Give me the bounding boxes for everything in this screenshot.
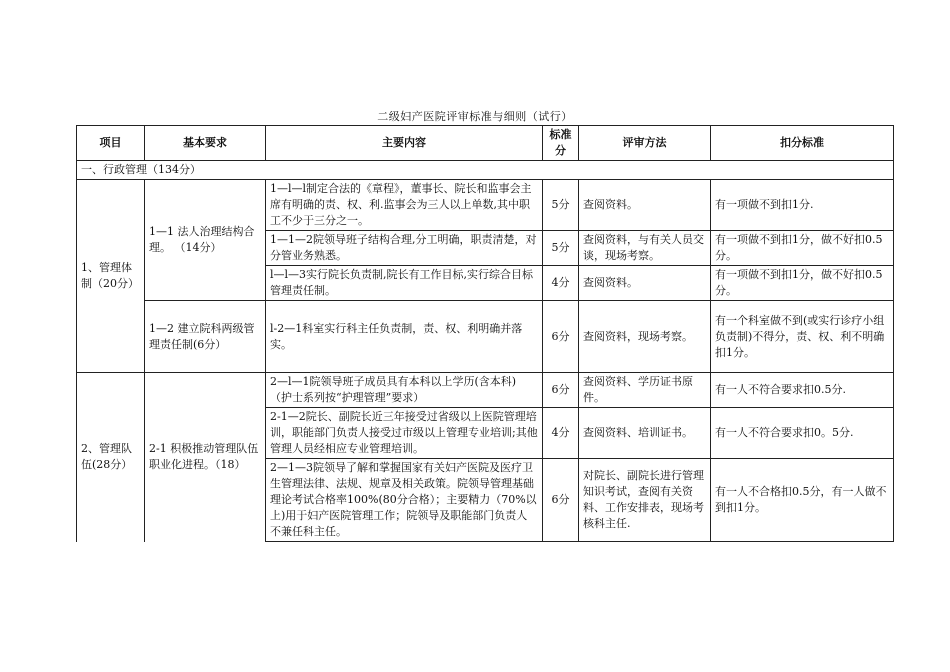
score-cell: 5分 <box>543 180 579 231</box>
evaluation-table <box>76 125 894 542</box>
header-review-method: 评审方法 <box>579 126 711 161</box>
deduction-cell: 有一项做不到扣1分. <box>711 180 894 231</box>
score-cell: 6分 <box>543 301 579 373</box>
deduction-cell: 有一个科室做不到(或实行诊疗小组负责制)不得分，责、权、利不明确扣1分。 <box>711 301 894 373</box>
requirement-cell: 1—2 建立院科两级管理责任制(6分） <box>145 301 266 373</box>
table-row <box>77 301 894 373</box>
content-cell: 1—l—l制定合法的《章程》，董事长、院长和监事会主席有明确的责、权、利.监事会为三人以上单数,其中职工不少于三分之一。 <box>266 180 543 231</box>
section-title: 一、行政管理（134分） <box>77 161 894 180</box>
document-title: 二级妇产医院评审标准与细则（试行） <box>377 110 573 123</box>
project-cell: 1、管理体制（20分） <box>77 180 145 373</box>
table-row <box>77 373 894 408</box>
score-cell: 4分 <box>543 266 579 301</box>
header-standard-score: 标准分 <box>543 126 579 161</box>
deduction-cell: 有一人不符合要求扣0。5分. <box>711 408 894 459</box>
content-cell: 2-1—2院长、副院长近三年接受过省级以上医院管理培训，职能部门负责人接受过市级以上管理专业培训;其他管理人员经相应专业管理培训。 <box>266 408 543 459</box>
method-cell: 查阅资料。 <box>579 266 711 301</box>
header-deduction-standard: 扣分标准 <box>711 126 894 161</box>
deduction-cell: 有一项做不到扣1分，做不好扣0.5分。 <box>711 266 894 301</box>
content-cell: 2—l—1院领导班子成员具有本科以上学历(含本科)（护士系列按“护理管理”要求） <box>266 373 543 408</box>
deduction-cell: 有一人不合格扣0.5分，有一人做不到扣1分。 <box>711 459 894 542</box>
score-cell: 6分 <box>543 373 579 408</box>
method-cell: 查阅资料、学历证书原件。 <box>579 373 711 408</box>
project-cell: 2、管理队伍(28分） <box>77 373 145 542</box>
requirement-cell: 2-1 积极推动管理队伍职业化进程。（18） <box>145 373 266 542</box>
header-main-content: 主要内容 <box>266 126 543 161</box>
table-row <box>77 180 894 231</box>
method-cell: 查阅资料、培训证书。 <box>579 408 711 459</box>
score-cell: 6分 <box>543 459 579 542</box>
deduction-cell: 有一项做不到扣1分，做不好扣0.5分。 <box>711 231 894 266</box>
section-row <box>77 161 894 180</box>
content-cell: l—l—3实行院长负责制,院长有工作目标,实行综合目标管理责任制。 <box>266 266 543 301</box>
method-cell: 对院长、副院长进行管理知识考试，查阅有关资料、工作安排表，现场考核科主任. <box>579 459 711 542</box>
score-cell: 4分 <box>543 408 579 459</box>
method-cell: 查阅资料，与有关人员交谈，现场考察。 <box>579 231 711 266</box>
score-cell: 5分 <box>543 231 579 266</box>
table-header-row <box>77 126 894 161</box>
header-project: 项目 <box>77 126 145 161</box>
deduction-cell: 有一人不符合要求扣0.5分. <box>711 373 894 408</box>
requirement-cell: 1—1 法人治理结构合理。 （14分） <box>145 180 266 301</box>
header-basic-requirement: 基本要求 <box>145 126 266 161</box>
content-cell: 1—1—2院领导班子结构合理,分工明确，职责清楚，对分管业务熟悉。 <box>266 231 543 266</box>
content-cell: 2—1—3院领导了解和掌握国家有关妇产医院及医疗卫生管理法律、法规、规章及相关政策。院领导管理基础理论考试合格率100%(80分合格）；主要精力（70%以上)用于妇产医院管理工作；院领导及职能部门负责人不兼任科主任。 <box>266 459 543 542</box>
content-cell: l-2—1科室实行科主任负责制，责、权、利明确并落实。 <box>266 301 543 373</box>
method-cell: 查阅资料。 <box>579 180 711 231</box>
method-cell: 查阅资料，现场考察。 <box>579 301 711 373</box>
